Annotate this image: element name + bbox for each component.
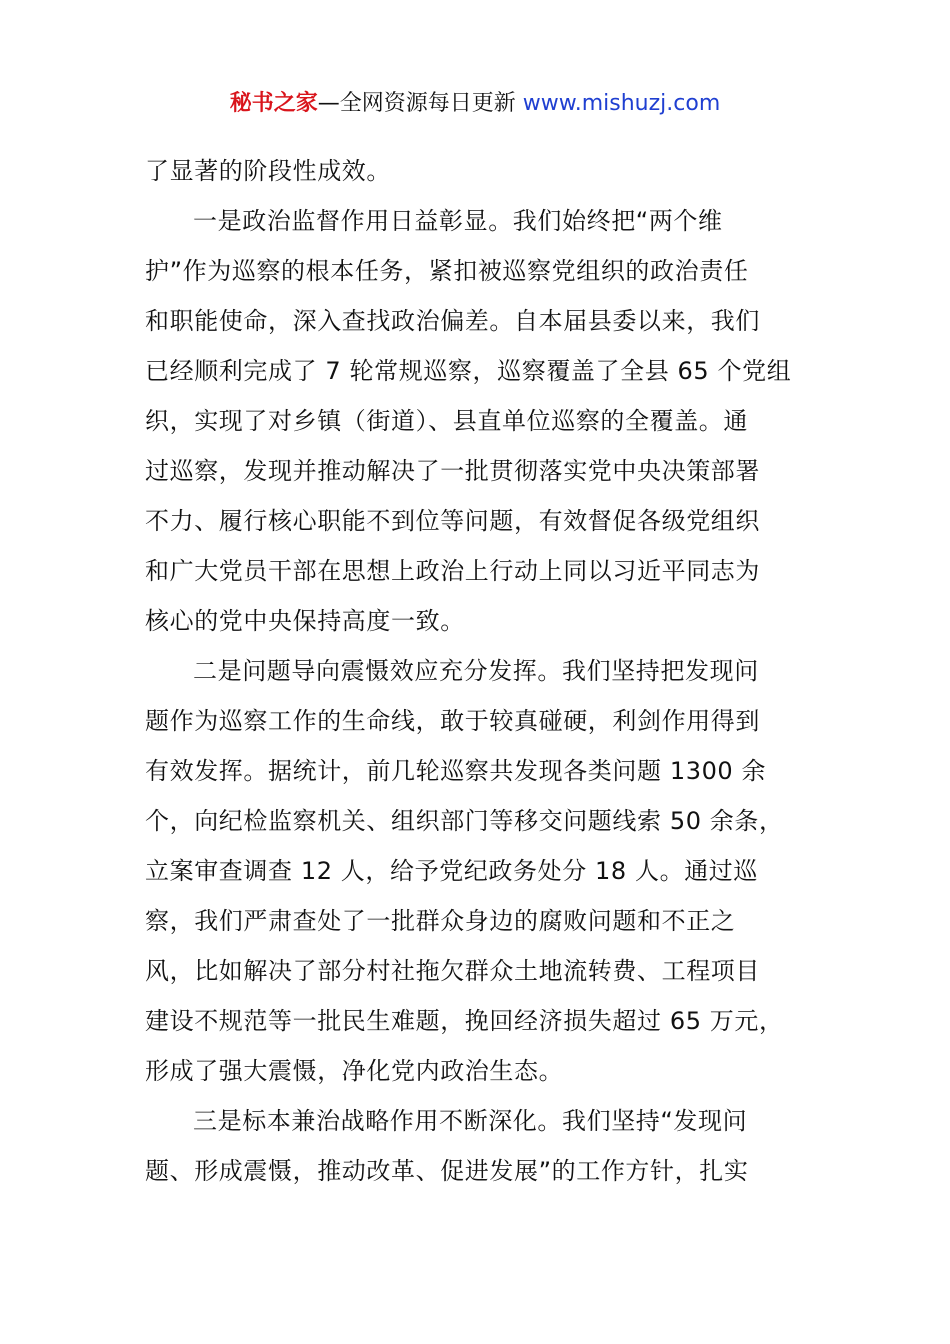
text-line: 题作为巡察工作的生命线，敢于较真碰硬，利剑作用得到: [145, 707, 760, 735]
text-line: 了显著的阶段性成效。: [145, 157, 391, 185]
text-line: 立案审查调查 12 人，给予党纪政务处分 18 人。通过巡: [145, 857, 758, 885]
text-line: 已经顺利完成了 7 轮常规巡察，巡察覆盖了全县 65 个党组: [145, 357, 792, 385]
text-line: 和职能使命，深入查找政治偏差。自本届县委以来，我们: [145, 307, 760, 335]
text-line: 建设不规范等一批民生难题，挽回经济损失超过 65 万元，: [145, 1007, 784, 1035]
text-line: 个，向纪检监察机关、组织部门等移交问题线索 50 余条，: [145, 807, 784, 835]
paragraph-start-line: 一是政治监督作用日益彰显。我们始终把“两个维: [193, 207, 723, 235]
text-line: 风，比如解决了部分村社拖欠群众土地流转费、工程项目: [145, 957, 760, 985]
text-line: 过巡察，发现并推动解决了一批贯彻落实党中央决策部署: [145, 457, 760, 485]
text-line: 形成了强大震慑，净化党内政治生态。: [145, 1057, 564, 1085]
header-slogan: —全网资源每日更新: [317, 91, 523, 116]
text-line: 和广大党员干部在思想上政治上行动上同以习近平同志为: [145, 557, 760, 585]
text-line: 察，我们严肃查处了一批群众身边的腐败问题和不正之: [145, 907, 736, 935]
page-header: [0, 86, 950, 122]
document-body: [145, 146, 810, 1196]
text-line: 题、形成震慑，推动改革、促进发展”的工作方针，扎实: [145, 1157, 749, 1185]
text-line: 有效发挥。据统计，前几轮巡察共发现各类问题 1300 余: [145, 757, 767, 785]
text-line: 不力、履行核心职能不到位等问题，有效督促各级党组织: [145, 507, 760, 535]
brand-name: 秘书之家: [229, 91, 318, 116]
paragraph-start-line: 二是问题导向震慑效应充分发挥。我们坚持把发现问: [193, 657, 759, 685]
site-url-link[interactable]: www.mishuzj.com: [522, 91, 721, 116]
text-line: 核心的党中央保持高度一致。: [145, 607, 465, 635]
text-line: 织，实现了对乡镇（街道）、县直单位巡察的全覆盖。通: [145, 407, 748, 435]
text-line: 护”作为巡察的根本任务，紧扣被巡察党组织的政治责任: [145, 257, 749, 285]
paragraph-start-line: 三是标本兼治战略作用不断深化。我们坚持“发现问: [193, 1107, 748, 1135]
